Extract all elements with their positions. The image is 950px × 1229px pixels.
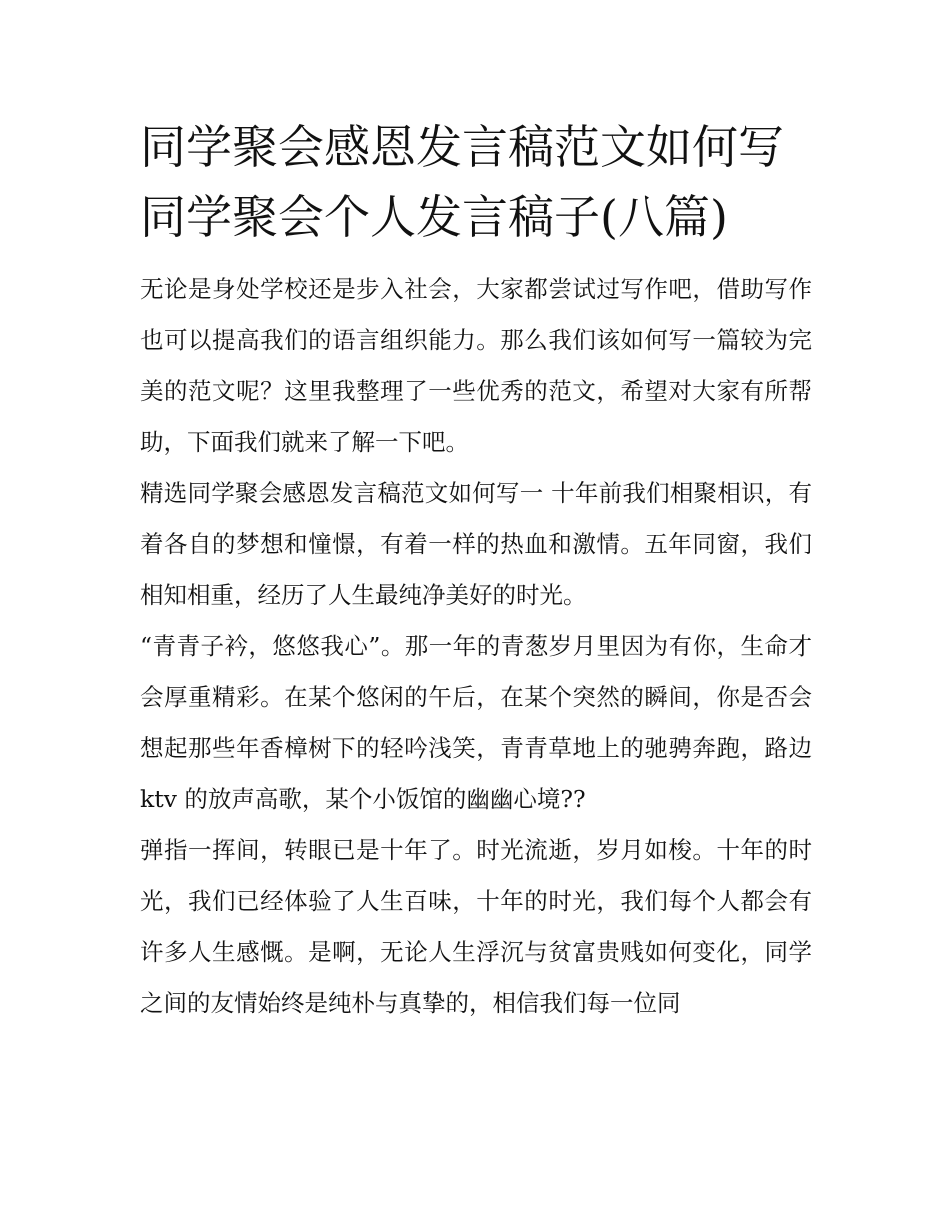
- document-content: [140, 112, 812, 1029]
- paragraph-1: 精选同学聚会感恩发言稿范文如何写一 十年前我们相聚相识，有着各自的梦想和憧憬，有着一样的热血和激情。五年同窗，我们相知相重，经历了人生最纯净美好的时光。: [140, 479, 812, 609]
- paragraph-intro: 无论是身处学校还是步入社会，大家都尝试过写作吧，借助写作也可以提高我们的语言组织能力。那么我们该如何写一篇较为完美的范文呢？这里我整理了一些优秀的范文，希望对大家有所帮助，下面我们就来了解一下吧。: [140, 275, 812, 456]
- document-title: 同学聚会感恩发言稿范文如何写 同学聚会个人发言稿子(八篇): [140, 120, 784, 244]
- paragraph-3: 弹指一挥间，转眼已是十年了。时光流逝，岁月如梭。十年的时光，我们已经体验了人生百味，十年的时光，我们每个人都会有许多人生感慨。是啊，无论人生浮沉与贫富贵贱如何变化，同学之间的友情始终是纯朴与真挚的，相信我们每一位同: [140, 836, 812, 1017]
- paragraph-2: “青青子衿，悠悠我心”。那一年的青葱岁月里因为有你，生命才会厚重精彩。在某个悠闲的午后，在某个突然的瞬间，你是否会想起那些年香樟树下的轻吟浅笑，青青草地上的驰骋奔跑，路边 ktv 的放声高歌，某个小饭馆的幽幽心境??: [140, 632, 812, 813]
- document-body: [140, 264, 812, 1029]
